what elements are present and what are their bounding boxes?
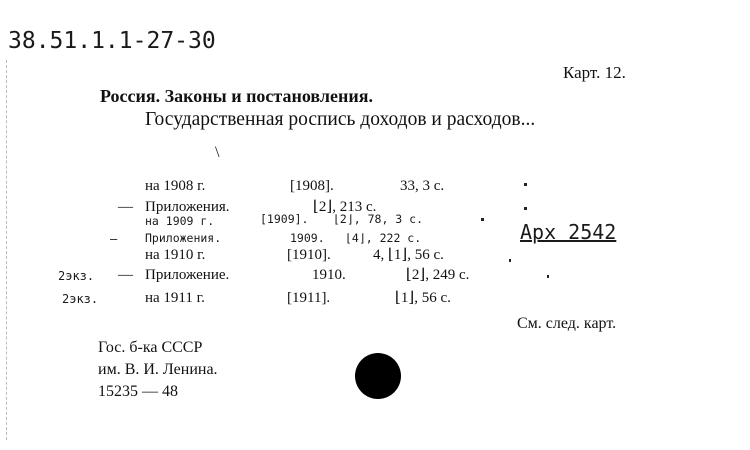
entry-pages: 4, ⌊1⌋, 56 с.: [373, 247, 444, 263]
entry-label: на 1910 г.: [145, 247, 206, 263]
entry-copies-marker: 2экз.: [62, 292, 99, 306]
library-line: 15235 — 48: [98, 383, 178, 400]
document-title: Государственная роспись доходов и расходов...: [145, 109, 536, 130]
catalog-heading: Россия. Законы и постановления.: [100, 86, 373, 106]
entry-label: Приложения.: [145, 199, 230, 215]
ink-speck: [524, 183, 527, 186]
entry-year: 1909.: [290, 231, 325, 245]
entry-year: [1909].: [260, 212, 309, 226]
shelfmark-handwritten: 38.51.1.1-27-30: [8, 28, 216, 54]
entry-label: Приложения.: [145, 231, 222, 245]
entry-pages: ⌊4⌋, 222 с.: [345, 231, 422, 245]
ink-speck: [481, 218, 484, 221]
entry-dash: —: [118, 267, 133, 283]
see-next-card: См. след. карт.: [517, 315, 617, 332]
ink-speck: [509, 259, 511, 262]
library-line: Гос. б-ка СССР: [98, 339, 203, 356]
ink-speck: [547, 275, 549, 278]
entry-label: на 1911 г.: [145, 290, 205, 306]
entry-dash: —: [118, 199, 133, 215]
entry-year: 1910.: [312, 267, 346, 283]
entry-label: Приложение.: [145, 267, 230, 283]
entry-dash: —: [110, 232, 118, 246]
archive-note-handwritten: Арх 2542: [520, 220, 617, 244]
entry-pages: ⌊2⌋, 78, 3 с.: [333, 212, 424, 226]
entry-year: [1911].: [287, 290, 331, 306]
entry-copies-marker: 2экз.: [58, 269, 95, 283]
entry-pages: ⌊2⌋, 249 с.: [406, 267, 470, 283]
ink-speck: [524, 207, 527, 210]
entry-label: на 1908 г.: [145, 178, 206, 194]
library-line: им. В. И. Ленина.: [98, 361, 218, 378]
entry-pages: ⌊2⌋, 213 с.: [313, 199, 377, 215]
entry-pages: ⌊1⌋, 56 с.: [395, 290, 451, 306]
entry-year: [1910].: [287, 247, 331, 263]
entry-label: на 1909 г.: [145, 214, 215, 228]
card-number: Карт. 12.: [563, 63, 626, 82]
tick-mark: \: [215, 144, 220, 161]
card-left-edge: [6, 60, 8, 440]
punch-hole: [355, 353, 401, 399]
entry-year: [1908].: [290, 178, 334, 194]
entry-pages: 33, 3 с.: [400, 178, 445, 194]
